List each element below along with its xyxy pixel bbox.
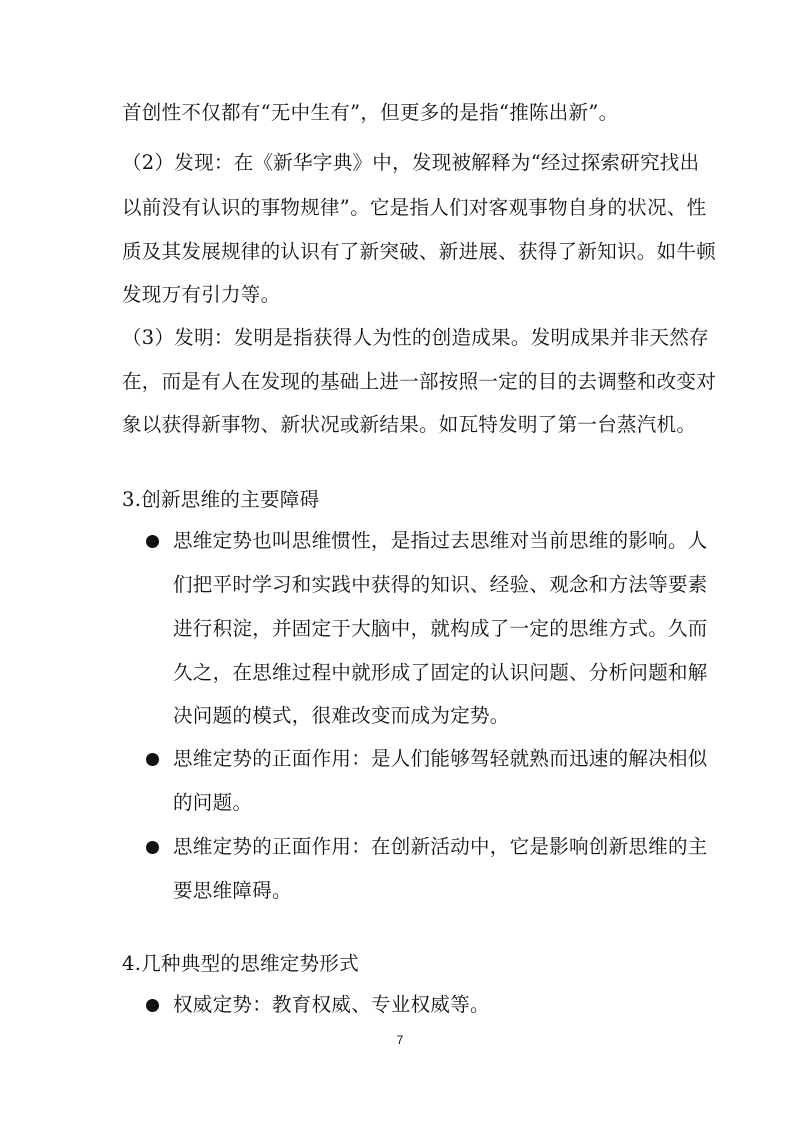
section-heading: 4.几种典型的思维定势形式 bbox=[122, 952, 360, 975]
page-number: 7 bbox=[396, 1033, 404, 1047]
bullet-line: 的问题。 bbox=[173, 791, 253, 814]
paragraph-line: 象以获得新事物、新状况或新结果。如瓦特发明了第一台蒸汽机。 bbox=[122, 413, 697, 436]
bullet-icon bbox=[146, 841, 159, 854]
bullet-line: 权威定势：教育权威、专业权威等。 bbox=[173, 993, 490, 1016]
bullet-line: 们把平时学习和实践中获得的知识、经验、观念和方法等要素 bbox=[173, 573, 708, 596]
paragraph-line: （2）发现：在《新华字典》中，发现被解释为“经过探索研究找出 bbox=[122, 151, 700, 174]
paragraph-line: 首创性不仅都有“无中生有”，但更多的是指“推陈出新”。 bbox=[122, 101, 619, 124]
paragraph-line: 在，而是有人在发现的基础上进一部按照一定的目的去调整和改变对 bbox=[122, 370, 717, 393]
paragraph-line: 发现万有引力等。 bbox=[122, 283, 281, 306]
paragraph-line: （3）发明：发明是指获得人为性的创造成果。发明成果并非天然存 bbox=[122, 326, 709, 349]
bullet-line: 思维定势的正面作用：是人们能够驾轻就熟而迅速的解决相似 bbox=[173, 747, 708, 770]
bullet-line: 要思维障碍。 bbox=[173, 879, 292, 902]
section-heading: 3.创新思维的主要障碍 bbox=[122, 488, 320, 511]
bullet-line: 进行积淀，并固定于大脑中，就构成了一定的思维方式。久而 bbox=[173, 617, 708, 640]
bullet-line: 决问题的模式，很难改变而成为定势。 bbox=[173, 704, 510, 727]
bullet-line: 久之，在思维过程中就形成了固定的认识问题、分析问题和解 bbox=[173, 661, 708, 684]
bullet-icon bbox=[146, 535, 159, 548]
bullet-line: 思维定势也叫思维惯性，是指过去思维对当前思维的影响。人 bbox=[173, 529, 708, 552]
paragraph-line: 质及其发展规律的认识有了新突破、新进展、获得了新知识。如牛顿 bbox=[122, 240, 717, 263]
bullet-line: 思维定势的正面作用：在创新活动中，它是影响创新思维的主 bbox=[173, 835, 708, 858]
bullet-icon bbox=[146, 753, 159, 766]
bullet-icon bbox=[146, 999, 159, 1012]
paragraph-line: 以前没有认识的事物规律”。它是指人们对客观事物自身的状况、性 bbox=[122, 196, 707, 219]
